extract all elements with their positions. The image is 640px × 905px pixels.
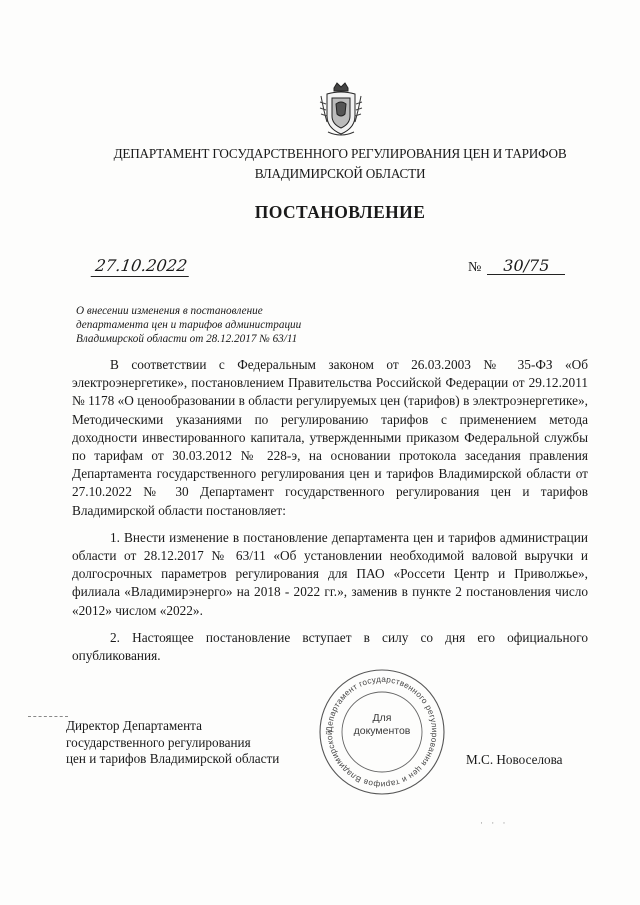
coat-of-arms-icon [318,82,364,138]
stamp-ring-text: Департамент государственного регулирования цен и тарифов Владимирской [324,674,440,790]
document-type-title: ПОСТАНОВЛЕНИЕ [254,202,426,222]
department-name-line2: ВЛАДИМИРСКОЙ ОБЛАСТИ [254,166,426,181]
position-line: Директор Департамента [66,718,202,733]
subject-line: департамента цен и тарифов администрации [76,319,302,331]
document-subject [76,304,376,346]
document-date: 27.10.2022 [91,258,192,277]
stamp-center-line: Для [372,712,392,724]
signatory-name: М.С. Новоселова [466,752,563,767]
item-1-paragraph: 1. Внести изменение в постановление департамента цен и тарифов администрации области от 28.12.2017 № 63/11 «Об установлении необходимой валовой выручки и долгосрочных параметров регулирования для ПАО «Россети Центр и Приволжье», филиала «Владимирэнерго» на 2018 - 2022 гг.», заменив в пункте 2 постановления число «2012» числом «2022». [72,529,588,618]
subject-line: Владимирской области от 28.12.2017 № 63/11 [76,333,298,345]
department-name-line1: ДЕПАРТАМЕНТ ГОСУДАРСТВЕННОГО РЕГУЛИРОВАНИЯ ЦЕН И ТАРИФОВ [113,146,567,161]
signatory-position [66,718,279,768]
official-stamp [316,666,448,798]
position-line: государственного регулирования [66,734,251,750]
document-number-value: 30/75 [487,258,565,275]
scan-specks: · · · [480,818,509,828]
stamp-center-text [316,712,448,738]
margin-mark [28,716,68,717]
number-sign: № [468,260,482,275]
preamble-paragraph: В соответствии с Федеральным законом от 26.03.2003 № 35-ФЗ «Об электроэнергетике», постановлением Правительства Российской Федерации от 29.12.2011 № 1178 «О ценообразовании в области регулируемых цен (тарифов) в электроэнергетике», Методическими указаниями по регулированию тарифов с применением метода доходности инвестированного капитала, утвержденными приказом Федеральной службы по тарифам от 30.03.2012 № 228-э, на основании протокола заседания правления Департамента государственного регулирования цен и тарифов Владимирской области от 27.10.2022 № 30 Департамент государственного регулирования цен и тарифов Владимирской области постановляет: [72,357,588,518]
document-number [468,258,565,278]
item-2-paragraph: 2. Настоящее постановление вступает в силу со дня его официального опубликования. [72,629,588,664]
subject-line: О внесении изменения в постановление [76,305,263,317]
position-line: цен и тарифов Владимирской области [66,751,280,766]
document-body [72,356,588,665]
stamp-center-line: документов [353,725,411,737]
